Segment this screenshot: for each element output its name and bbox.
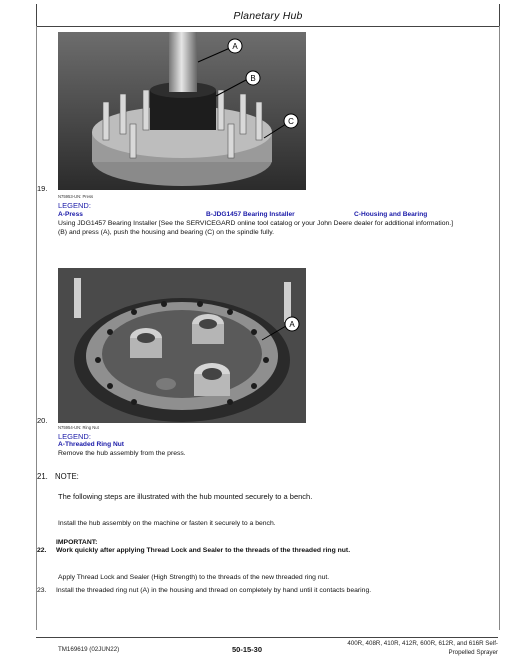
step-19-text-line2: (B) and press (A), push the housing and bearing (C) on the spindle fully. <box>58 229 274 236</box>
press-photo-drawing <box>58 32 306 190</box>
legend-20-title: LEGEND: <box>58 432 91 441</box>
legend-19-item-c: C-Housing and Bearing <box>354 211 428 218</box>
legend-19-title: LEGEND: <box>58 201 91 210</box>
callout-b: B <box>250 74 256 83</box>
important-warning: Work quickly after applying Thread Lock and Sealer to the threads of the threaded ring nut. <box>56 547 351 554</box>
ring-nut-photo-drawing <box>58 268 306 423</box>
callout-c: C <box>288 117 294 126</box>
figure-20-caption: N75954-UN: Ring Nut <box>58 425 99 430</box>
important-label: IMPORTANT: <box>56 539 98 546</box>
step-23-text: Install the threaded ring nut (A) in the housing and thread on completely by hand until it contacts bearing. <box>56 587 372 594</box>
legend-19-item-a: A-Press <box>58 211 83 218</box>
note-label: NOTE: <box>55 472 79 481</box>
step-19-number: 19. <box>37 184 48 193</box>
step-19-text-line1: Using JDG1457 Bearing Installer [See the SERVICEGARD online tool catalog or your John Deere dealer for additional information.] <box>58 220 454 227</box>
step-21-number: 21. <box>37 472 48 481</box>
note-text: The following steps are illustrated with the hub mounted securely to a bench. <box>58 492 313 501</box>
footer-models-line2: Propelled Sprayer <box>448 649 498 656</box>
page-title: Planetary Hub <box>233 10 303 22</box>
footer-page-number: 50-15-30 <box>232 645 263 654</box>
legend-19-item-b: B-JDG1457 Bearing Installer <box>206 211 295 218</box>
callout-a-ring-nut: A <box>289 320 295 329</box>
step-21-text: Install the hub assembly on the machine or fasten it securely to a bench. <box>58 520 276 527</box>
callout-a: A <box>232 42 238 51</box>
footer-doc-id: TM169619 (02JUN22) <box>58 646 120 653</box>
ring-nut-photo <box>58 268 306 423</box>
page-header <box>36 4 500 27</box>
step-20-number: 20. <box>37 416 48 425</box>
figure-19-caption: N75953-UN: Press <box>58 194 94 199</box>
step-22-text: Apply Thread Lock and Sealer (High Strength) to the threads of the new threaded ring nut. <box>58 574 330 581</box>
footer-models-line1: 400R, 408R, 410R, 412R, 600R, 612R, and 616R Self- <box>347 640 498 647</box>
step-20-text: Remove the hub assembly from the press. <box>58 450 186 457</box>
legend-20-item-a: A-Threaded Ring Nut <box>58 441 124 448</box>
footer-divider <box>36 637 498 638</box>
step-23-number: 23. <box>37 587 47 594</box>
step-22-number: 22. <box>37 547 47 554</box>
press-photo <box>58 32 306 190</box>
